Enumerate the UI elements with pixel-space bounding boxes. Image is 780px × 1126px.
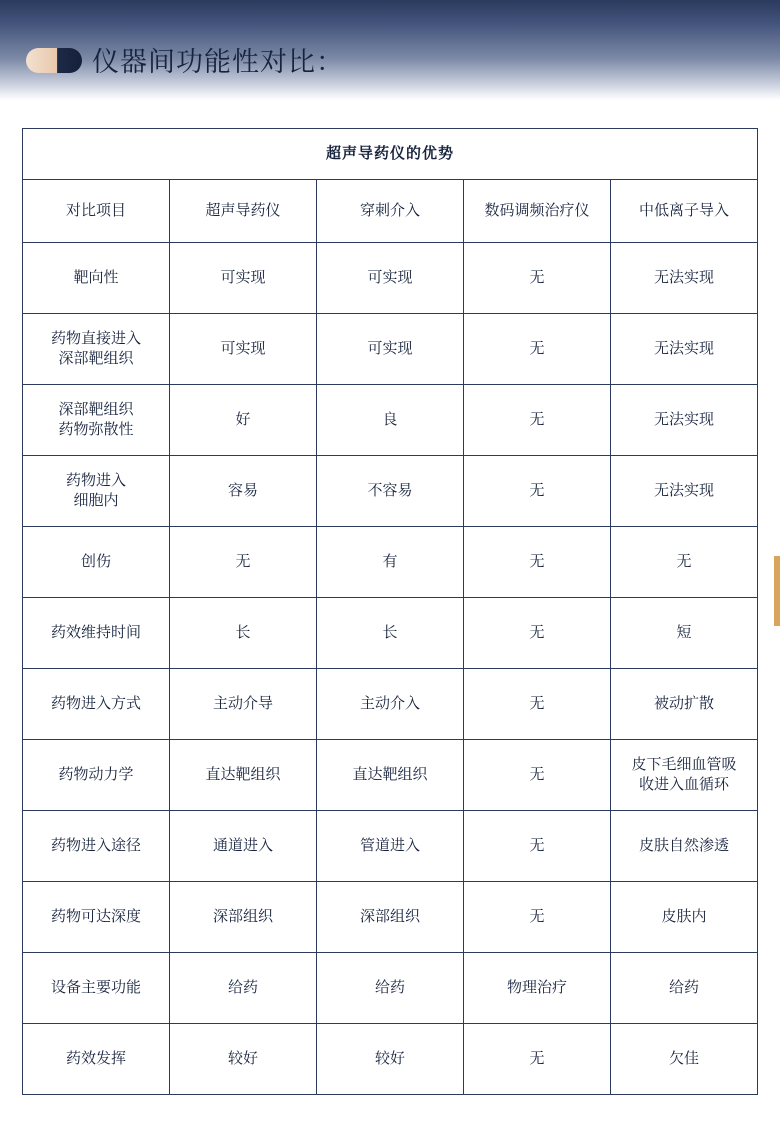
table-row: [23, 385, 758, 456]
row-label: 深部靶组织 药物弥散性: [23, 385, 170, 456]
row-cell: 无: [464, 811, 611, 882]
row-cell: 长: [170, 598, 317, 669]
row-cell: 无: [170, 527, 317, 598]
page-title: 仪器间功能性对比：: [92, 47, 344, 77]
row-cell: 可实现: [317, 314, 464, 385]
table-row: [23, 953, 758, 1024]
row-cell: 短: [611, 598, 758, 669]
row-cell: 深部组织: [170, 882, 317, 953]
row-cell: 通道进入: [170, 811, 317, 882]
table-row: [23, 740, 758, 811]
row-label: 药物进入途径: [23, 811, 170, 882]
row-cell: 无: [611, 527, 758, 598]
row-cell: 皮下毛细血管吸 收进入血循环: [611, 740, 758, 811]
header-band: [0, 0, 780, 100]
row-cell: 欠佳: [611, 1024, 758, 1095]
row-cell: 管道进入: [317, 811, 464, 882]
row-cell: 给药: [317, 953, 464, 1024]
comparison-table-wrapper: [22, 128, 758, 1095]
row-cell: 无: [464, 385, 611, 456]
table-row: [23, 811, 758, 882]
row-cell: 主动介导: [170, 669, 317, 740]
row-label: 设备主要功能: [23, 953, 170, 1024]
row-label: 药效维持时间: [23, 598, 170, 669]
row-cell: 无: [464, 527, 611, 598]
row-label: 创伤: [23, 527, 170, 598]
row-cell: 有: [317, 527, 464, 598]
table-title-row: [23, 129, 758, 180]
row-cell: 无: [464, 669, 611, 740]
column-header-1: 超声导药仪: [170, 180, 317, 243]
table-row: [23, 314, 758, 385]
row-cell: 好: [170, 385, 317, 456]
row-cell: 无: [464, 740, 611, 811]
row-cell: 主动介入: [317, 669, 464, 740]
row-cell: 无法实现: [611, 314, 758, 385]
table-row: [23, 598, 758, 669]
comparison-table: [22, 128, 758, 1095]
row-cell: 可实现: [170, 314, 317, 385]
table-row: [23, 669, 758, 740]
row-label: 药物进入方式: [23, 669, 170, 740]
row-cell: 良: [317, 385, 464, 456]
table-row: [23, 527, 758, 598]
row-cell: 容易: [170, 456, 317, 527]
row-label: 药物进入 细胞内: [23, 456, 170, 527]
column-header-4: 中低离子导入: [611, 180, 758, 243]
column-header-3: 数码调频治疗仪: [464, 180, 611, 243]
table-row: [23, 1024, 758, 1095]
column-header-2: 穿刺介入: [317, 180, 464, 243]
row-cell: 无: [464, 598, 611, 669]
row-cell: 皮肤自然渗透: [611, 811, 758, 882]
row-cell: 可实现: [317, 243, 464, 314]
right-edge-marker: [774, 556, 780, 626]
row-cell: 无法实现: [611, 243, 758, 314]
table-row: [23, 243, 758, 314]
row-cell: 物理治疗: [464, 953, 611, 1024]
table-row: [23, 456, 758, 527]
row-cell: 较好: [170, 1024, 317, 1095]
row-cell: 较好: [317, 1024, 464, 1095]
row-cell: 可实现: [170, 243, 317, 314]
row-cell: 皮肤内: [611, 882, 758, 953]
row-cell: 无法实现: [611, 456, 758, 527]
table-header-row: [23, 180, 758, 243]
header-inner: [0, 0, 780, 100]
row-cell: 给药: [170, 953, 317, 1024]
row-cell: 无: [464, 456, 611, 527]
row-cell: 无: [464, 1024, 611, 1095]
row-cell: 无法实现: [611, 385, 758, 456]
column-header-0: 对比项目: [23, 180, 170, 243]
table-title: 超声导药仪的优势: [23, 129, 758, 180]
row-cell: 长: [317, 598, 464, 669]
row-label: 药物动力学: [23, 740, 170, 811]
row-cell: 给药: [611, 953, 758, 1024]
row-cell: 无: [464, 243, 611, 314]
row-cell: 深部组织: [317, 882, 464, 953]
row-cell: 被动扩散: [611, 669, 758, 740]
row-cell: 直达靶组织: [170, 740, 317, 811]
row-cell: 直达靶组织: [317, 740, 464, 811]
table-row: [23, 882, 758, 953]
row-label: 药效发挥: [23, 1024, 170, 1095]
row-label: 药物直接进入 深部靶组织: [23, 314, 170, 385]
row-cell: 无: [464, 882, 611, 953]
row-cell: 无: [464, 314, 611, 385]
row-label: 药物可达深度: [23, 882, 170, 953]
row-cell: 不容易: [317, 456, 464, 527]
row-label: 靶向性: [23, 243, 170, 314]
pill-bullet-icon: [26, 48, 82, 73]
